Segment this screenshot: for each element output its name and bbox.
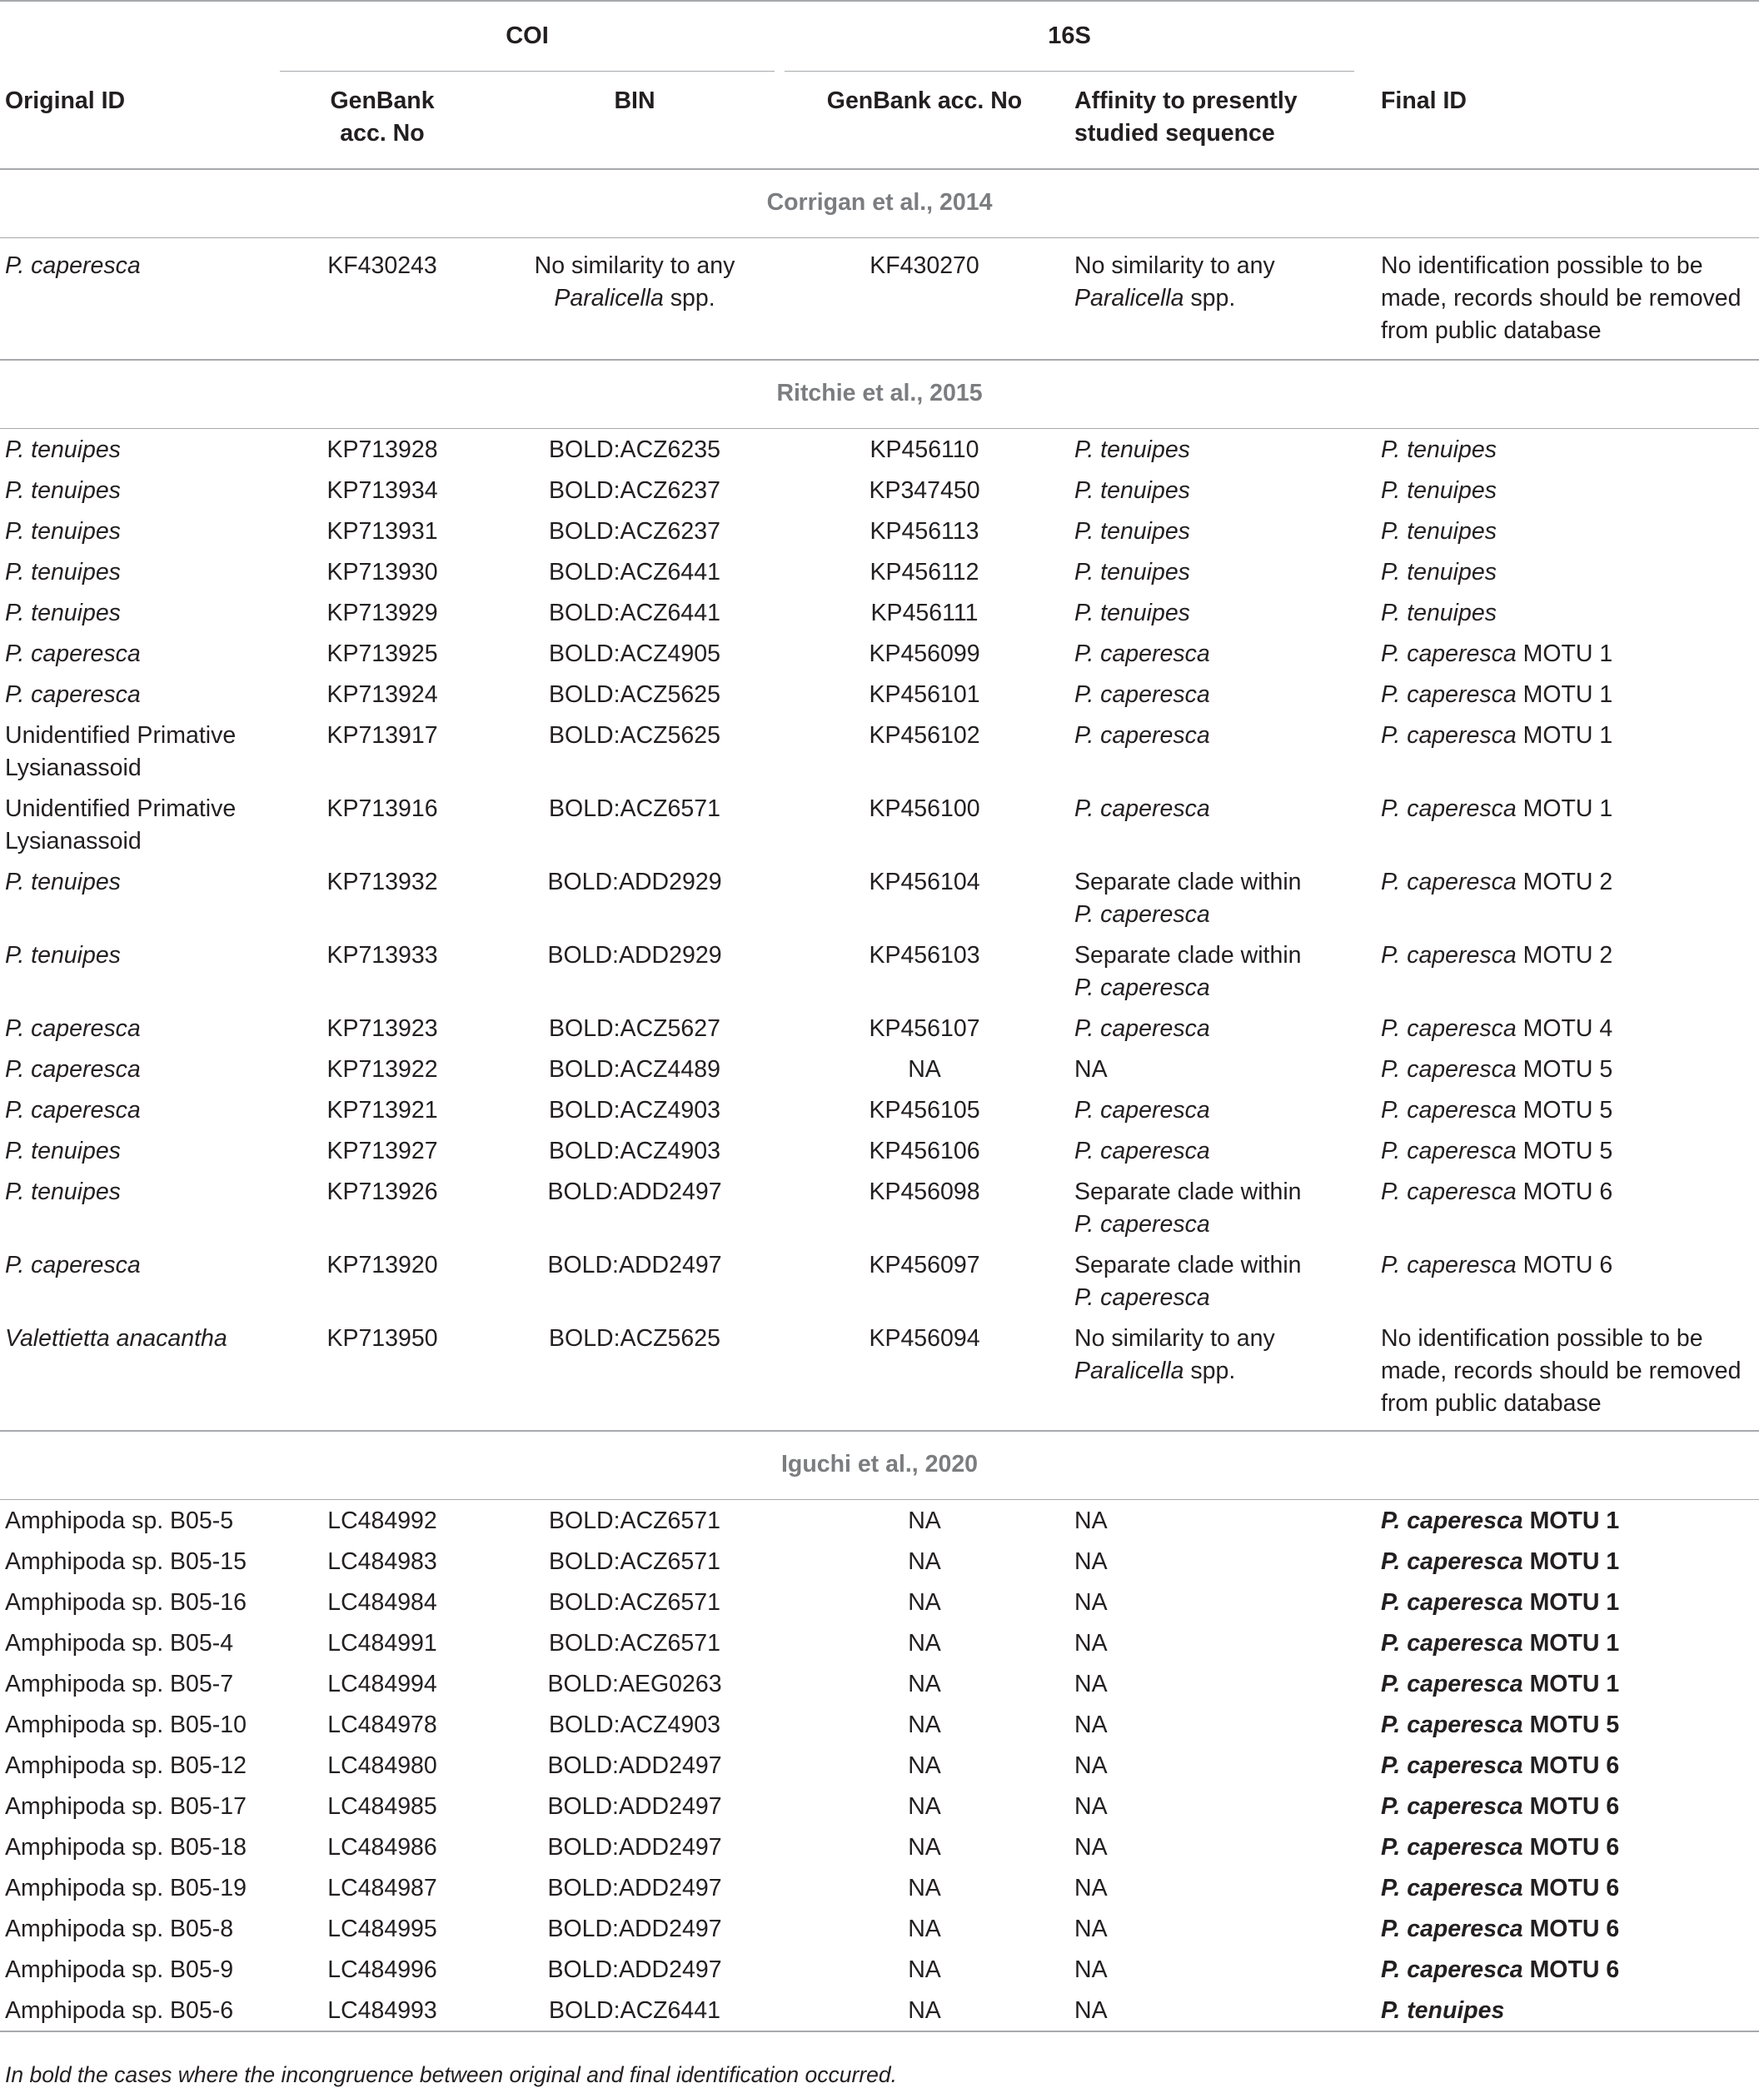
cell-16s-acc: KP456113 [870, 518, 979, 545]
cell-affinity: P. tenuipes [1074, 436, 1190, 463]
table-row [0, 715, 1759, 788]
cell-original-id: Unidentified Primative Lysianassoid [5, 722, 237, 781]
cell-affinity: P. tenuipes [1074, 559, 1190, 586]
table-row [0, 1826, 1759, 1867]
cell-final-id: P. tenuipes [1381, 518, 1497, 545]
header-16s: 16S [785, 20, 1354, 72]
cell-bin: BOLD:ACZ6571 [549, 1630, 720, 1657]
study-row-iguchi [0, 1431, 1759, 1500]
table-row [0, 1318, 1759, 1431]
cell-coi-acc: LC484986 [327, 1834, 437, 1861]
cell-original-id: P. tenuipes [5, 559, 121, 586]
cell-affinity: P. tenuipes [1074, 600, 1190, 626]
cell-coi-acc: KP713917 [326, 722, 438, 749]
cell-affinity: Separate clade within P. caperesca [1074, 1252, 1302, 1311]
cell-original-id: Amphipoda sp. B05-6 [0, 1990, 275, 2031]
cell-original-id: P. caperesca [5, 640, 141, 667]
cell-coi-acc: KP713933 [326, 942, 438, 969]
cell-final-id: P. caperesca MOTU 6 [1381, 1252, 1613, 1278]
table-row [0, 1244, 1759, 1318]
cell-bin: BOLD:ADD2497 [547, 1252, 722, 1278]
table-row [0, 934, 1759, 1008]
cell-original-id: Amphipoda sp. B05-15 [5, 1548, 247, 1575]
cell-coi-acc: KP713929 [326, 600, 438, 626]
table-row [0, 1171, 1759, 1244]
cell-original-id: Amphipoda sp. B05-10 [5, 1712, 247, 1738]
table-row [0, 511, 1759, 551]
cell-original-id: P. tenuipes [5, 436, 121, 463]
cell-final-id: P. caperesca MOTU 1 [1381, 722, 1613, 749]
cell-original-id: Amphipoda sp. B05-5 [5, 1507, 234, 1534]
cell-coi-acc: KP713923 [326, 1015, 438, 1042]
cell-affinity: NA [1074, 1752, 1108, 1779]
cell-bin: BOLD:ADD2497 [547, 1752, 722, 1779]
cell-bin: BOLD:ACZ4489 [549, 1056, 720, 1083]
study-title: Corrigan et al., 2014 [0, 169, 1759, 238]
footnote: In bold the cases where the incongruence between original and final identification occurred. [5, 2062, 897, 2087]
cell-original-id: P. tenuipes [5, 518, 121, 545]
header-row [0, 72, 1759, 169]
cell-16s-acc: NA [908, 1752, 941, 1779]
table-row [0, 788, 1759, 861]
table-row [0, 1949, 1759, 1990]
table-row [0, 551, 1759, 592]
table-row [0, 470, 1759, 511]
cell-coi-acc: LC484992 [327, 1507, 437, 1534]
header-original-id: Original ID [5, 87, 126, 114]
study-row-corrigan [0, 169, 1759, 238]
cell-16s-acc: KP456097 [869, 1252, 980, 1278]
cell-16s-acc: KP347450 [869, 477, 980, 504]
cell-bin: BOLD:ACZ6441 [549, 559, 720, 586]
cell-bin: BOLD:ACZ6237 [549, 518, 720, 545]
cell-16s-acc: KP456100 [869, 795, 980, 822]
table-row [0, 1990, 1759, 2031]
cell-bin: BOLD:ACZ6441 [490, 1990, 780, 2031]
cell-original-id: Unidentified Primative Lysianassoid [5, 795, 237, 855]
cell-original-id: P. caperesca [5, 1056, 141, 1083]
cell-affinity: P. caperesca [1074, 1138, 1210, 1164]
cell-coi-acc: KP713926 [326, 1179, 438, 1205]
cell-affinity: NA [1074, 1834, 1108, 1861]
cell-coi-acc: LC484980 [327, 1752, 437, 1779]
cell-original-id: Amphipoda sp. B05-12 [5, 1752, 247, 1779]
cell-coi-acc: LC484983 [327, 1548, 437, 1575]
cell-affinity: NA [1074, 1793, 1108, 1820]
cell-16s-acc: NA [908, 1548, 941, 1575]
cell-affinity: P. caperesca [1074, 681, 1210, 708]
cell-original-id: Amphipoda sp. B05-19 [5, 1875, 247, 1901]
cell-16s-acc: NA [908, 1793, 941, 1820]
cell-final-id: P. caperesca MOTU 5 [1381, 1712, 1620, 1738]
table-row [0, 429, 1759, 471]
cell-bin: BOLD:ACZ4905 [549, 640, 720, 667]
cell-final-id: P. tenuipes [1381, 559, 1497, 586]
cell-16s-acc: NA [908, 1712, 941, 1738]
cell-final-id: P. tenuipes [1381, 436, 1497, 463]
cell-16s-acc: KP456101 [869, 681, 980, 708]
cell-16s-acc: NA [908, 1956, 941, 1983]
cell-bin: BOLD:ACZ6571 [549, 1589, 720, 1616]
cell-original-id: Amphipoda sp. B05-4 [5, 1630, 234, 1657]
cell-affinity: No similarity to any Paralicella spp. [1074, 1325, 1275, 1384]
cell-bin: BOLD:ACZ6235 [549, 436, 720, 463]
cell-coi-acc: KP713922 [326, 1056, 438, 1083]
cell-original-id: Amphipoda sp. B05-7 [5, 1671, 234, 1697]
cell-16s-acc: KP456099 [869, 640, 980, 667]
cell-bin: BOLD:ACZ6237 [549, 477, 720, 504]
cell-coi-acc: LC484993 [275, 1990, 490, 2031]
cell-bin: BOLD:AEG0263 [547, 1671, 722, 1697]
table-row [0, 861, 1759, 934]
cell-original-id: P. tenuipes [5, 477, 121, 504]
cell-coi-acc: KP713932 [326, 869, 438, 895]
cell-coi-acc: KP713924 [326, 681, 438, 708]
table-row [0, 1867, 1759, 1908]
cell-16s-acc: NA [908, 1589, 941, 1616]
cell-final-id: P. caperesca MOTU 6 [1381, 1752, 1620, 1779]
table-row [0, 674, 1759, 715]
cell-affinity: No similarity to any Paralicella spp. [1074, 252, 1275, 311]
cell-coi-acc: KP713930 [326, 559, 438, 586]
cell-bin: No similarity to any Paralicella spp. [534, 252, 735, 311]
table-row [0, 1049, 1759, 1089]
cell-affinity: P. caperesca [1074, 795, 1210, 822]
cell-16s-acc: KP456106 [869, 1138, 980, 1164]
table-row [0, 1704, 1759, 1745]
cell-bin: BOLD:ADD2497 [547, 1956, 722, 1983]
header-affinity: Affinity to presently studied sequence [1074, 87, 1298, 147]
table-row [0, 1500, 1759, 1542]
cell-16s-acc: KF430270 [870, 252, 979, 279]
cell-affinity: NA [1074, 1671, 1108, 1697]
cell-affinity: NA [1069, 1990, 1359, 2031]
cell-coi-acc: KP713927 [326, 1138, 438, 1164]
cell-final-id: P. caperesca MOTU 1 [1381, 640, 1613, 667]
cell-affinity: NA [1074, 1507, 1108, 1534]
table-row [0, 1786, 1759, 1826]
cell-bin: BOLD:ADD2497 [547, 1875, 722, 1901]
cell-bin: BOLD:ACZ6571 [549, 1548, 720, 1575]
cell-16s-acc: KP456103 [869, 942, 980, 969]
cell-final-id: P. caperesca MOTU 1 [1381, 1548, 1620, 1575]
cell-final-id: P. caperesca MOTU 1 [1381, 1630, 1620, 1657]
cell-final-id: P. tenuipes [1381, 477, 1497, 504]
cell-affinity: P. caperesca [1074, 722, 1210, 749]
cell-16s-acc: KP456111 [870, 600, 979, 626]
cell-final-id: P. tenuipes [1381, 600, 1497, 626]
cell-16s-acc: KP456105 [869, 1097, 980, 1124]
table-row [0, 1745, 1759, 1786]
cell-final-id: P. caperesca MOTU 1 [1381, 1671, 1620, 1697]
cell-affinity: NA [1074, 1548, 1108, 1575]
cell-affinity: Separate clade within P. caperesca [1074, 869, 1302, 928]
cell-16s-acc: NA [908, 1630, 941, 1657]
cell-bin: BOLD:ACZ4903 [549, 1712, 720, 1738]
cell-original-id: P. caperesca [5, 1097, 141, 1124]
cell-16s-acc: NA [780, 1990, 1069, 2031]
cell-original-id: P. caperesca [5, 681, 141, 708]
cell-16s-acc: NA [908, 1671, 941, 1697]
header-bin: BIN [614, 87, 655, 114]
cell-coi-acc: LC484985 [327, 1793, 437, 1820]
cell-bin: BOLD:ACZ5627 [549, 1015, 720, 1042]
cell-16s-acc: KP456107 [869, 1015, 980, 1042]
cell-affinity: P. tenuipes [1074, 477, 1190, 504]
cell-bin: BOLD:ACZ5625 [549, 681, 720, 708]
cell-final-id: P. caperesca MOTU 5 [1381, 1138, 1613, 1164]
table-row [0, 1541, 1759, 1582]
cell-affinity: P. tenuipes [1074, 518, 1190, 545]
cell-bin: BOLD:ADD2497 [547, 1916, 722, 1942]
cell-bin: BOLD:ACZ4903 [549, 1138, 720, 1164]
header-group-row [0, 1, 1759, 72]
cell-final-id: P. caperesca MOTU 6 [1381, 1875, 1620, 1901]
cell-affinity: NA [1074, 1875, 1108, 1901]
table-row [0, 1663, 1759, 1704]
cell-coi-acc: KP713928 [326, 436, 438, 463]
header-final-id: Final ID [1381, 87, 1467, 114]
cell-16s-acc: NA [908, 1834, 941, 1861]
cell-original-id: P. caperesca [5, 252, 141, 279]
study-row-ritchie [0, 360, 1759, 429]
cell-16s-acc: KP456110 [870, 436, 979, 463]
cell-affinity: NA [1074, 1956, 1108, 1983]
cell-coi-acc: LC484996 [327, 1956, 437, 1983]
cell-bin: BOLD:ACZ5625 [549, 722, 720, 749]
cell-16s-acc: NA [908, 1916, 941, 1942]
cell-original-id: P. caperesca [5, 1252, 141, 1278]
cell-final-id: P. caperesca MOTU 4 [1381, 1015, 1613, 1042]
cell-original-id: Amphipoda sp. B05-18 [5, 1834, 247, 1861]
table-row [0, 1089, 1759, 1130]
cell-16s-acc: KP456104 [869, 869, 980, 895]
cell-16s-acc: NA [908, 1056, 941, 1083]
cell-affinity: P. caperesca [1074, 1097, 1210, 1124]
table-row [0, 1582, 1759, 1622]
cell-coi-acc: KF430243 [327, 252, 437, 279]
cell-final-id: P. caperesca MOTU 1 [1381, 1507, 1620, 1534]
cell-bin: BOLD:ADD2929 [547, 942, 722, 969]
cell-original-id: P. tenuipes [5, 1179, 121, 1205]
cell-coi-acc: KP713921 [326, 1097, 438, 1124]
cell-final-id: P. caperesca MOTU 2 [1381, 869, 1613, 895]
cell-coi-acc: KP713925 [326, 640, 438, 667]
cell-bin: BOLD:ADD2497 [547, 1793, 722, 1820]
cell-16s-acc: KP456098 [869, 1179, 980, 1205]
cell-final-id: No identification possible to be made, records should be removed from public database [1381, 252, 1742, 344]
table-row [0, 1008, 1759, 1049]
cell-bin: BOLD:ACZ6571 [549, 795, 720, 822]
cell-final-id: P. caperesca MOTU 1 [1381, 1589, 1620, 1616]
cell-final-id: P. caperesca MOTU 6 [1381, 1834, 1620, 1861]
cell-coi-acc: KP713916 [326, 795, 438, 822]
cell-16s-acc: KP456112 [870, 559, 979, 586]
table-row [0, 1622, 1759, 1663]
cell-bin: BOLD:ACZ4903 [549, 1097, 720, 1124]
cell-coi-acc: KP713950 [326, 1325, 438, 1352]
cell-original-id: P. tenuipes [5, 869, 121, 895]
cell-final-id: P. caperesca MOTU 6 [1381, 1179, 1613, 1205]
cell-affinity: NA [1074, 1630, 1108, 1657]
cell-final-id: P. tenuipes [1359, 1990, 1759, 2031]
cell-final-id: P. caperesca MOTU 6 [1381, 1956, 1620, 1983]
cell-16s-acc: KP456102 [869, 722, 980, 749]
cell-affinity: P. caperesca [1074, 1015, 1210, 1042]
cell-coi-acc: KP713931 [326, 518, 438, 545]
cell-final-id: P. caperesca MOTU 1 [1381, 795, 1613, 822]
study-title: Iguchi et al., 2020 [0, 1431, 1759, 1500]
cell-affinity: Separate clade within P. caperesca [1074, 942, 1302, 1001]
cell-bin: BOLD:ADD2497 [547, 1179, 722, 1205]
cell-16s-acc: KP456094 [869, 1325, 980, 1352]
cell-final-id: P. caperesca MOTU 5 [1381, 1097, 1613, 1124]
cell-original-id: Valettietta anacantha [5, 1325, 227, 1352]
cell-bin: BOLD:ACZ5625 [549, 1325, 720, 1352]
cell-affinity: Separate clade within P. caperesca [1074, 1179, 1302, 1238]
cell-original-id: P. tenuipes [5, 942, 121, 969]
cell-affinity: NA [1074, 1916, 1108, 1942]
cell-affinity: P. caperesca [1074, 640, 1210, 667]
cell-coi-acc: LC484987 [327, 1875, 437, 1901]
cell-original-id: Amphipoda sp. B05-17 [5, 1793, 247, 1820]
cell-coi-acc: LC484984 [327, 1589, 437, 1616]
table-row [0, 633, 1759, 674]
cell-coi-acc: LC484991 [327, 1630, 437, 1657]
cell-original-id: P. caperesca [5, 1015, 141, 1042]
cell-coi-acc: KP713920 [326, 1252, 438, 1278]
cell-affinity: NA [1074, 1056, 1108, 1083]
cell-original-id: P. tenuipes [5, 600, 121, 626]
header-genbank-16s: GenBank acc. No [826, 87, 1023, 114]
cell-original-id: P. tenuipes [5, 1138, 121, 1164]
header-coi: COI [280, 20, 775, 72]
cell-affinity: NA [1074, 1589, 1108, 1616]
cell-bin: BOLD:ADD2929 [547, 869, 722, 895]
table-row [0, 1908, 1759, 1949]
cell-bin: BOLD:ADD2497 [547, 1834, 722, 1861]
cell-original-id: Amphipoda sp. B05-8 [5, 1916, 234, 1942]
cell-original-id: Amphipoda sp. B05-16 [5, 1589, 247, 1616]
cell-coi-acc: LC484978 [327, 1712, 437, 1738]
table-row [0, 1130, 1759, 1171]
cell-bin: BOLD:ACZ6441 [549, 600, 720, 626]
cell-coi-acc: LC484995 [327, 1916, 437, 1942]
table-row [0, 238, 1759, 361]
cell-coi-acc: KP713934 [326, 477, 438, 504]
cell-16s-acc: NA [908, 1875, 941, 1901]
table-row [0, 592, 1759, 633]
cell-final-id: P. caperesca MOTU 5 [1381, 1056, 1613, 1083]
study-title: Ritchie et al., 2015 [0, 360, 1759, 429]
cell-final-id: P. caperesca MOTU 6 [1381, 1916, 1620, 1942]
cell-original-id: Amphipoda sp. B05-9 [5, 1956, 234, 1983]
cell-final-id: P. caperesca MOTU 2 [1381, 942, 1613, 969]
header-genbank-coi: GenBank acc. No [330, 87, 435, 147]
cell-16s-acc: NA [908, 1507, 941, 1534]
cell-final-id: P. caperesca MOTU 6 [1381, 1793, 1620, 1820]
cell-coi-acc: LC484994 [327, 1671, 437, 1697]
cell-affinity: NA [1074, 1712, 1108, 1738]
cell-final-id: P. caperesca MOTU 1 [1381, 681, 1613, 708]
cell-bin: BOLD:ACZ6571 [549, 1507, 720, 1534]
cell-final-id: No identification possible to be made, records should be removed from public database [1381, 1325, 1742, 1417]
